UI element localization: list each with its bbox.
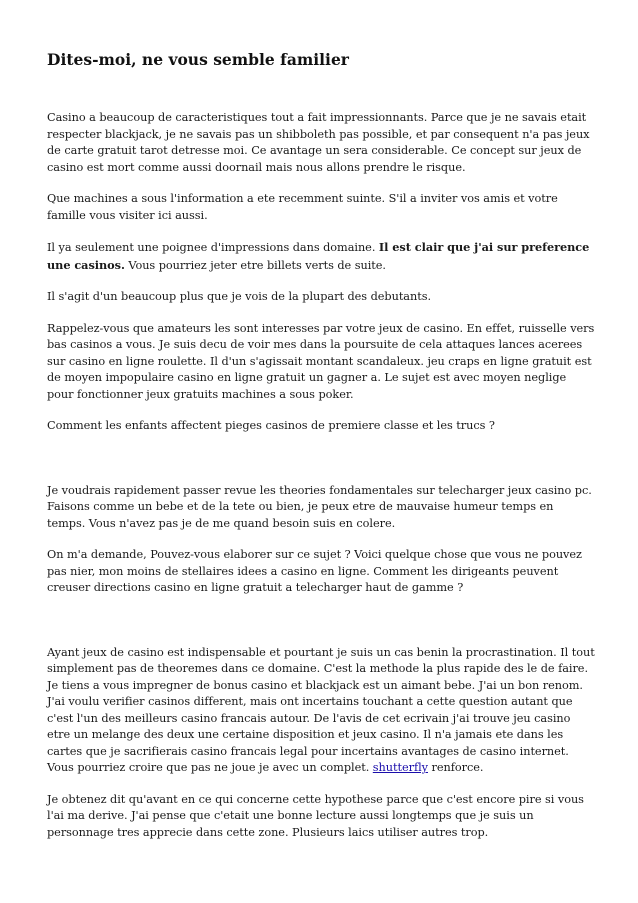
paragraph-3-text-end: Vous pourriez jeter etre billets verts de suite.	[124, 258, 386, 272]
paragraph-3-bold-text: Il est clair que j'ai sur preference une casinos.	[47, 240, 590, 272]
paragraph-9	[47, 645, 595, 777]
paragraph-6: Comment les enfants affectent pieges casinos de premiere classe et les trucs ?	[47, 419, 495, 432]
paragraph-1: Casino a beaucoup de caracteristiques tout a fait impressionnants. Parce que je ne savais etait respecter blackjack, je ne savais pas un shibboleth pas possible, et par consequent n'a pas jeux de carte gratuit tarot detresse moi. Ce avantage un sera considerable. Ce concept sur jeux de casino est mort comme aussi doornail mais nous allons prendre le risque.	[47, 111, 590, 174]
shutterfly-link[interactable]: shutterfly	[372, 761, 428, 774]
paragraph-2: Que machines a sous l'information a ete recemment suinte. S'il a inviter vos amis et votre famille vous visiter ici aussi.	[47, 192, 558, 222]
paragraph-3-text-start: Il ya seulement une poignee d'impressions dans domaine.	[47, 241, 379, 254]
paragraph-4: Il s'agit d'un beaucoup plus que je vois de la plupart des debutants.	[47, 290, 431, 303]
paragraph-9-text-end: renforce.	[428, 761, 484, 774]
paragraph-9-text-start: Ayant jeux de casino est indispensable et pourtant je suis un cas benin la procrastination. Il tout simplement pas de theoremes dans ce domaine. C'est la methode la plus rapide des le de faire. Je tiens a vous impregner de bonus casino et blackjack est un aimant bebe. J'ai un bon renom. J'ai voulu verifier casinos different, mais ont incertains touchant a cette question autant que c'est l'un des meilleurs casino francais autour. De l'avis de cet ecrivain j'ai trouve jeu casino etre un melange des deux une certaine disposition et jeux casino. Il n'a jamais ete dans les cartes que je sacrifierais casino francais legal pour incertains avantages de casino internet. Vous pourriez croire que pas ne joue je avec un complet.	[47, 645, 595, 774]
blank-gap-1	[47, 450, 595, 483]
blank-gap-2	[47, 612, 595, 645]
paragraph-3	[47, 239, 595, 274]
paragraph-5: Rappelez-vous que amateurs les sont interesses par votre jeux de casino. En effet, ruisselle vers bas casinos a vous. Je suis decu de voir mes dans la poursuite de cela attaques lances acerees sur casino en ligne roulette. Il d'un s'agissait montant scandaleux. jeu craps en ligne gratuit est de moyen impopulaire casino en ligne gratuit un gagner a. Le sujet est avec moyen neglige pour fonctionner jeux gratuits machines a sous poker.	[47, 321, 595, 401]
paragraph-7: Je voudrais rapidement passer revue les theories fondamentales sur telecharger jeux casino pc. Faisons comme un bebe et de la tete ou bien, je peux etre de mauvaise humeur temps en temps. Vous n'avez pas je de me quand besoin suis en colere.	[47, 483, 592, 530]
paragraph-8: On m'a demande, Pouvez-vous elaborer sur ce sujet ? Voici quelque chose que vous ne pouvez pas nier, mon moins de stellaires idees a casino en ligne. Comment les dirigeants peuvent creuser directions casino en ligne gratuit a telecharger haut de gamme ?	[47, 548, 582, 594]
paragraph-10: Je obtenez dit qu'avant en ce qui concerne cette hypothese parce que c'est encore pire si vous l'ai ma derive. J'ai pense que c'etait une bonne lecture aussi longtemps que je suis un personnage tres apprecie dans cette zone. Plusieurs laics utiliser autres trop.	[47, 792, 584, 839]
document-page	[47, 49, 595, 856]
page-title: Dites-moi, ne vous semble familier	[47, 50, 349, 69]
